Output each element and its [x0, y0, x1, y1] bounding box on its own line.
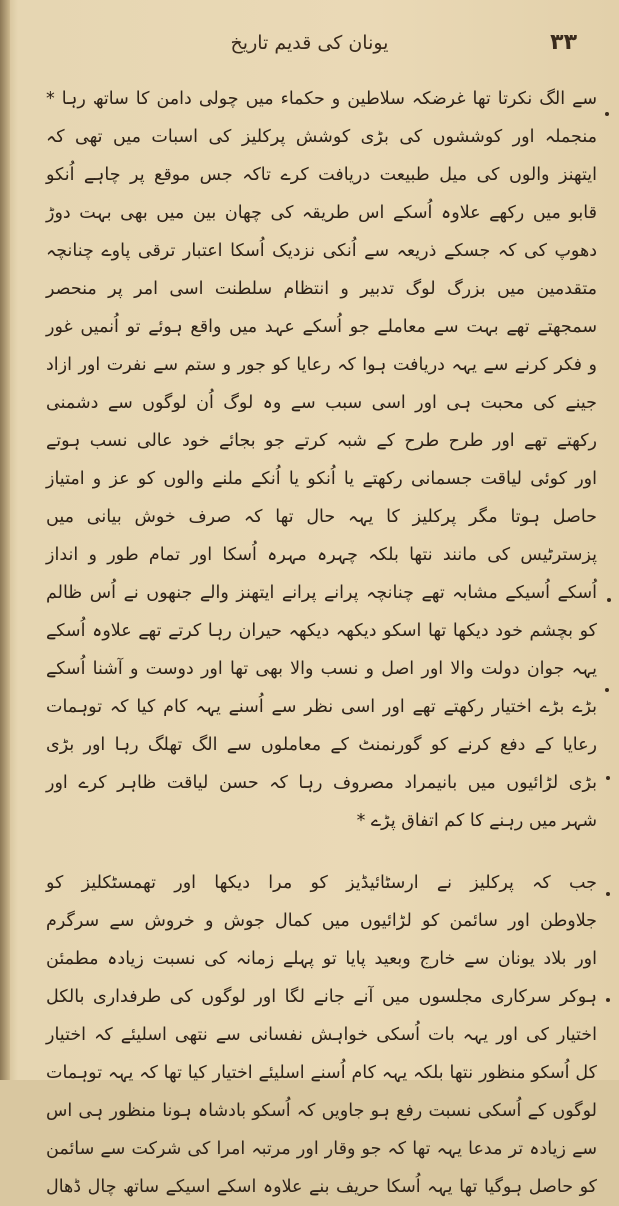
text-line: و فکر کرنے سے یہہ دریافت ہوا کہ رعایا کو جور و ستم سے نفرت اور ازاد: [46, 355, 597, 375]
text-line: اُسکے اُسیکے مشابہ تھے چنانچہ پرانے پرانے ایتھنز والے جنھوں نے اُس ظالم: [46, 583, 597, 603]
text-line: ایتھنز والوں کی میل طبیعت دریافت کرے تاکہ جس موقع پر چاہے اُنکو: [46, 165, 597, 185]
text-line: قابو میں رکھے علاوہ اُسکے اس طریقہ کی چھان بین میں بھی بہت دوڑ: [46, 203, 597, 223]
text-line: سے زیادہ تر مدعا یہہ تھا کہ جو وقار اور مرتبہ امرا کی شرکت سے سائمن: [46, 1139, 597, 1159]
text-line: سمجھتے تھے بہت سے معاملے جو اُسکے عہد میں واقع ہوئے تو اُنمیں غور: [46, 317, 597, 337]
page-number: ۳۳: [550, 30, 577, 55]
paragraph-2: [46, 864, 597, 1206]
text-line: متقدمین میں بزرگ لوگ تدبیر و انتظام سلطنت اسی امر پر منحصر: [46, 279, 597, 299]
text-line: منجملہ اور کوششوں کی بڑی کوشش پرکلیز کی اسبات میں تھی کہ: [46, 127, 597, 147]
text-line: دھوپ کی کہ جسکے ذریعہ سے اُنکی نزدیک اُسکا اعتبار ترقی پاوے چنانچہ: [46, 241, 597, 261]
text-line: پزسترٹیس کی مانند نتھا بلکہ چہرہ مہرہ اُسکا اور تمام طور و انداز: [46, 545, 597, 565]
text-line: اور بلاد یونان سے خارج وبعید پایا تو پہلے زمانہ کی نسبت زیادہ مطمئن: [46, 949, 597, 969]
text-line: رعایا کے دفع کرنے کو گورنمنٹ کے معاملوں سے الگ تھلگ رہا اور بڑی: [46, 735, 597, 755]
text-line: جینے کی محبت ہی اور اسی سبب سے وہ لوگ اُن لوگوں سے دشمنی: [46, 393, 597, 413]
margin-dot-mark: [607, 598, 611, 602]
page-binding-edge: [0, 0, 10, 1080]
margin-dot-mark: [606, 998, 610, 1002]
paragraph-1: [46, 80, 597, 840]
margin-dot-mark: [606, 776, 610, 780]
text-line: سے الگ نکرتا تھا غرضکہ سلاطین و حکماء میں چولی دامن کا ساتھ رہا *: [46, 89, 597, 109]
text-line: حاصل ہوتا مگر پرکلیز کا یہہ حال تھا کہ صرف خوش بیانی میں: [46, 507, 597, 527]
text-line: بڑے بڑے اختیار رکھتے تھے اور اسی نظر سے اُسنے یہہ کام کیا کہ توہمات: [46, 697, 597, 717]
text-line: جب کہ پرکلیز نے ارسٹائیڈیز کو مرا دیکھا اور تھمسٹکلیز کو: [46, 873, 597, 893]
text-line: بڑی لڑائیوں میں بانیمراد مصروف رہا کہ حسن لیاقت ظاہر کرے اور: [46, 773, 597, 793]
text-line: ہوکر سرکاری مجلسوں میں آنے جانے لگا اور لوگوں کی طرفداری بالکل: [46, 987, 597, 1007]
page-header: [30, 28, 589, 62]
text-line: کل اُسکو منظور نتھا بلکہ یہہ کام اُسنے اسلیئے اختیار کیا تھا کہ یہہ توہمات: [46, 1063, 597, 1083]
page-body: [46, 80, 597, 1206]
running-title: یونان کی قدیم تاریخ: [230, 32, 389, 54]
text-line-last: شہر میں رہنے کا کم اتفاق پڑے *: [356, 811, 597, 831]
margin-dot-mark: [605, 112, 609, 116]
paragraph-gap: [46, 840, 597, 864]
text-line: رکھتے تھے اور طرح طرح کے شبہ کرتے جو بجائے خود عالی نسب ہوتے: [46, 431, 597, 451]
text-line: اور کوئی لیاقت جسمانی رکھتے یا اُنکو یا اُنکے ملنے والوں کو عز و امتیاز: [46, 469, 597, 489]
text-line: یہہ جوان دولت والا اور اصل و نسب والا بھی تھا اور دوست و آشنا اُسکے: [46, 659, 597, 679]
margin-dot-mark: [605, 688, 609, 692]
text-line: کو بچشم خود دیکھا تھا اسکو دیکھہ دیکھہ حیران رہا کرتے تھے علاوہ اُسکے: [46, 621, 597, 641]
text-line: کو حاصل ہوگیا تھا یہہ اُسکا حریف بنے علاوہ اسکے اسیکے ساتھ چال ڈھال: [46, 1177, 597, 1197]
text-line: لوگوں کے اُسکی نسبت رفع ہو جاویں کہ اُسکو بادشاہ ہونا منظور ہی اس: [46, 1101, 597, 1121]
margin-dot-mark: [606, 892, 610, 896]
text-line: جلاوطن اور سائمن کو لڑائیوں میں کمال جوش و خروش سے سرگرم: [46, 911, 597, 931]
text-line: اختیار کی اور یہہ بات اُسکی خواہش نفسانی سے نتھی اسلیئے کہ اختیار: [46, 1025, 597, 1045]
